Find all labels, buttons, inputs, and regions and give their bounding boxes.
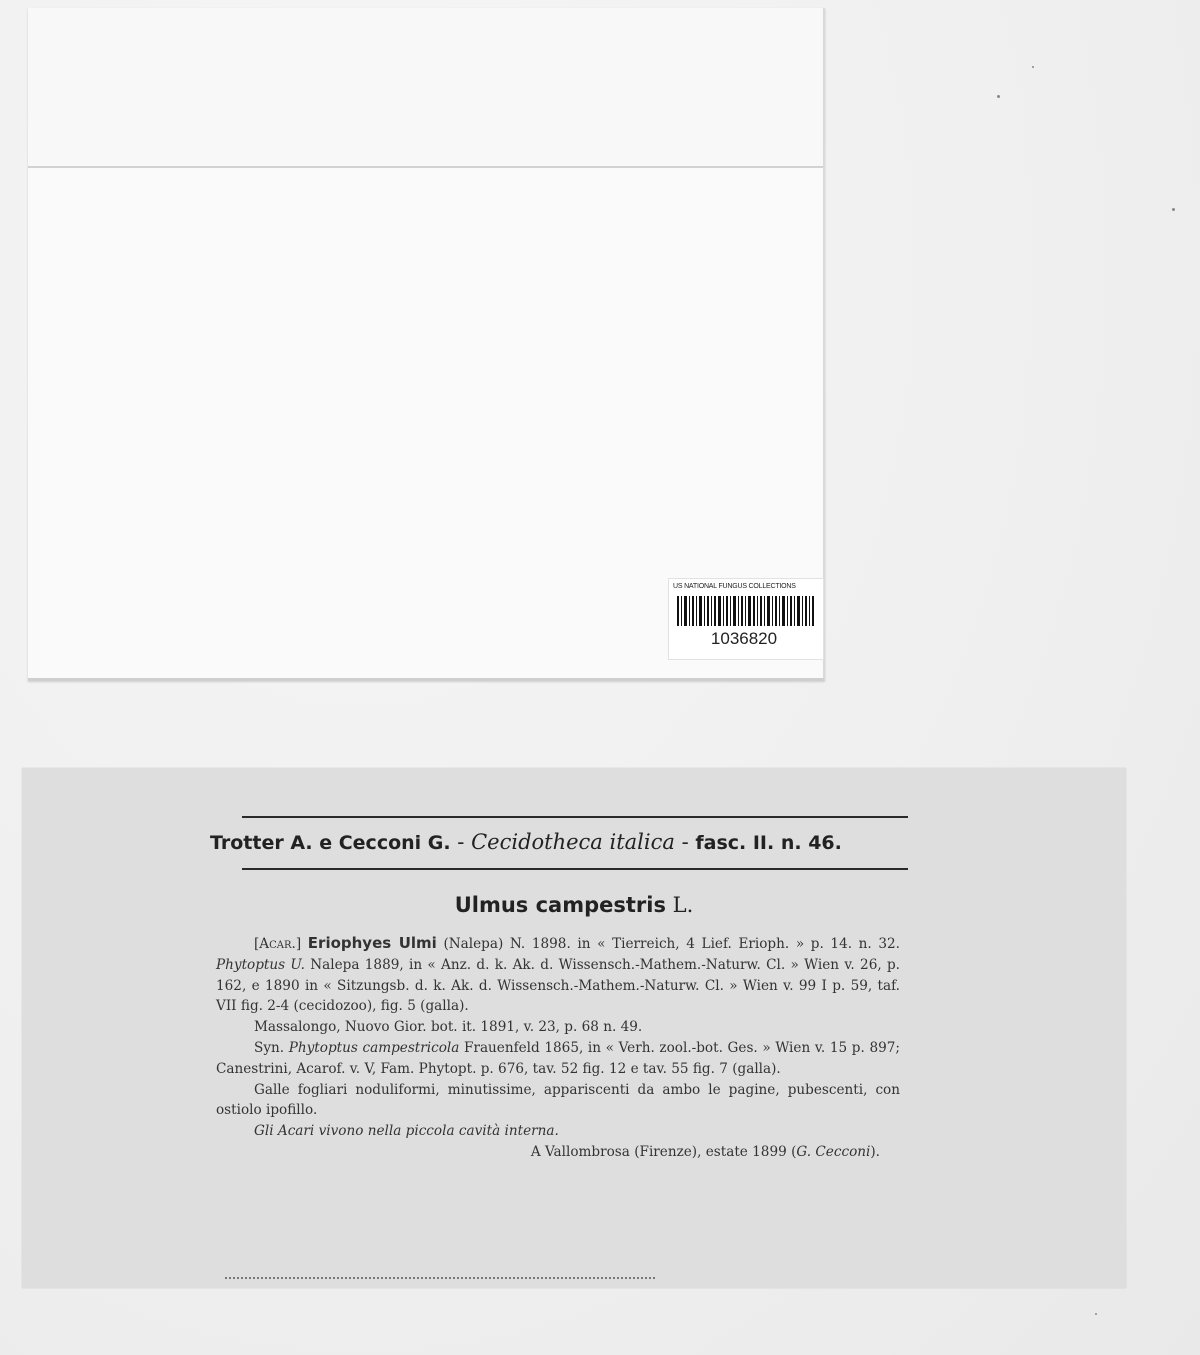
barcode-label — [668, 578, 824, 660]
syn-prefix: Syn. — [254, 1039, 285, 1056]
paper-speck — [1032, 66, 1034, 68]
label-authors: Trotter A. e Cecconi G. — [210, 832, 451, 854]
label-body — [216, 933, 900, 1163]
citation-text: Frauenfeld 1865, in « Verh. zool.-bot. Ges. » Wien v. 15 p. 897; Canestrini, Acarof. v. V, Fam. Phytopt. p. 676, tav. 52 fig. 12 e tav. 55 fig. 7 (galla). — [216, 1039, 900, 1077]
perforation-bottom — [225, 1277, 655, 1279]
host-name: Ulmus campestris — [454, 893, 666, 917]
label-rule-bottom — [242, 868, 908, 870]
synonym-name: Phytoptus U. — [216, 956, 305, 973]
barcode-header: US NATIONAL FUNGUS COLLECTIONS — [673, 583, 796, 590]
label-rule-top — [242, 816, 908, 818]
group-tag: [Acar.] — [254, 936, 302, 952]
envelope-flap — [28, 8, 823, 168]
host-title — [22, 893, 1126, 917]
barcode-icon — [677, 596, 815, 626]
citation-text: (Nalepa) N. 1898. in « Tierreich, 4 Lief. Erioph. » p. 14. n. 32. — [443, 936, 900, 952]
label-paragraph: Massalongo, Nuovo Gior. bot. it. 1891, v. 23, p. 68 n. 49. — [254, 1019, 643, 1036]
label-paragraph — [216, 1038, 900, 1080]
barcode-number: 1036820 — [710, 629, 778, 648]
collector-name: G. Cecconi — [796, 1143, 871, 1160]
specimen-label — [22, 768, 1126, 1288]
label-series: Cecidotheca italica — [471, 830, 675, 854]
label-fascicle: fasc. II. n. 46. — [695, 832, 842, 854]
paper-speck — [1172, 208, 1175, 211]
locality-text: A Vallombrosa (Firenze), estate 1899 ( — [530, 1143, 797, 1160]
host-author: L. — [672, 893, 694, 917]
label-dash: - — [457, 830, 465, 854]
locality-line — [216, 1142, 900, 1163]
gall-description: Galle fogliari noduliformi, minutissime, appariscenti da ambo le pagine, pubescenti, con ostiolo ipofillo. — [216, 1081, 900, 1119]
label-header — [210, 830, 900, 854]
paper-speck — [997, 95, 1000, 98]
synonym-name: Phytoptus campestricola — [288, 1039, 460, 1056]
label-paragraph — [216, 933, 900, 1017]
label-dash: - — [681, 830, 689, 854]
specimen-envelope — [28, 8, 825, 681]
paper-speck — [1095, 1313, 1097, 1315]
citation-text: Nalepa 1889, in « Anz. d. k. Ak. d. Wissensch.-Mathem.-Naturw. Cl. » Wien v. 26, p. 162, e 1890 in « Sitzungsb. d. k. Ak. d. Wissensch.-Mathem.-Naturw. Cl. » Wien v. 99 I p. 59, taf. VII fig. 2-4 (cecidozoo), fig. 5 (galla). — [216, 956, 900, 1015]
mite-note: Gli Acari vivono nella piccola cavità interna. — [254, 1123, 559, 1140]
locality-close: ). — [870, 1143, 880, 1160]
cecidozoon-name: Eriophyes Ulmi — [307, 934, 437, 952]
